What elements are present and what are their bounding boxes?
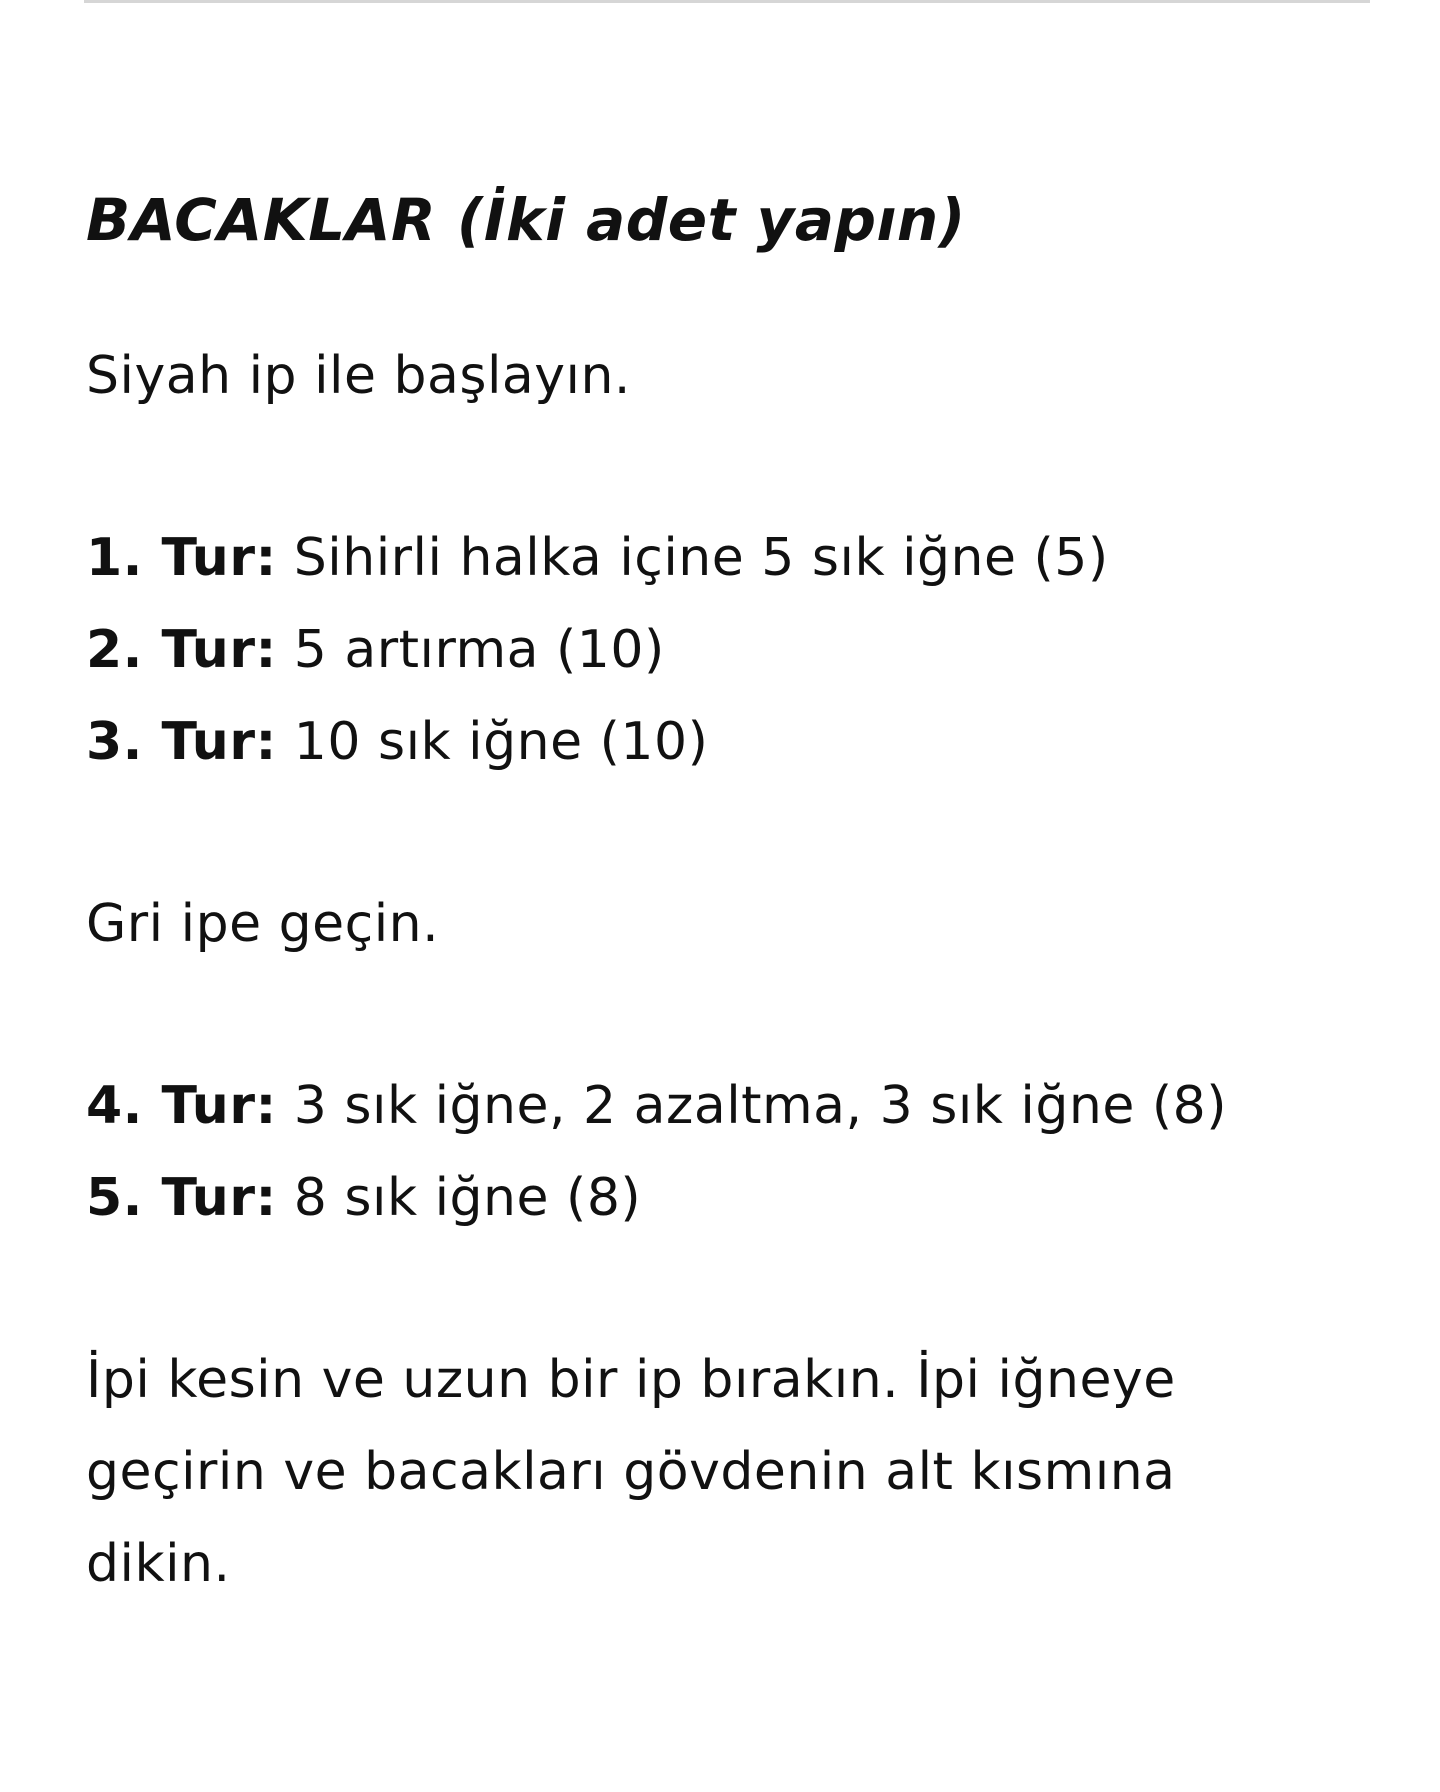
finishing-instruction: İpi kesin ve uzun bir ip bırakın. İpi iğneye geçirin ve bacakları gövdenin alt kısmına dikin. [86, 1350, 1176, 1594]
round-step-5 [86, 1152, 1346, 1244]
color-change-instruction: Gri ipe geçin. [86, 894, 440, 954]
round-list-black [86, 512, 1346, 788]
round-list-gray [86, 1060, 1346, 1244]
round-text: 5 artırma (10) [293, 620, 665, 680]
round-step-3 [86, 696, 1346, 788]
spacer [86, 1244, 1346, 1334]
intro-instruction: Siyah ip ile başlayın. [86, 346, 631, 406]
round-label: 4. Tur: [86, 1076, 277, 1136]
section-title: BACAKLAR (İki adet yapın) [86, 186, 966, 254]
round-step-4 [86, 1060, 1346, 1152]
spacer [86, 788, 1346, 878]
spacer [86, 422, 1346, 512]
spacer [86, 970, 1346, 1060]
document-content [86, 180, 1346, 1610]
round-text: 8 sık iğne (8) [293, 1168, 642, 1228]
round-label: 5. Tur: [86, 1168, 277, 1228]
round-text: 3 sık iğne, 2 azaltma, 3 sık iğne (8) [293, 1076, 1227, 1136]
round-label: 3. Tur: [86, 712, 277, 772]
round-label: 1. Tur: [86, 528, 277, 588]
round-step-1 [86, 512, 1346, 604]
round-text: 10 sık iğne (10) [293, 712, 709, 772]
top-divider [84, 0, 1370, 3]
round-label: 2. Tur: [86, 620, 277, 680]
round-step-2 [86, 604, 1346, 696]
round-text: Sihirli halka içine 5 sık iğne (5) [293, 528, 1109, 588]
